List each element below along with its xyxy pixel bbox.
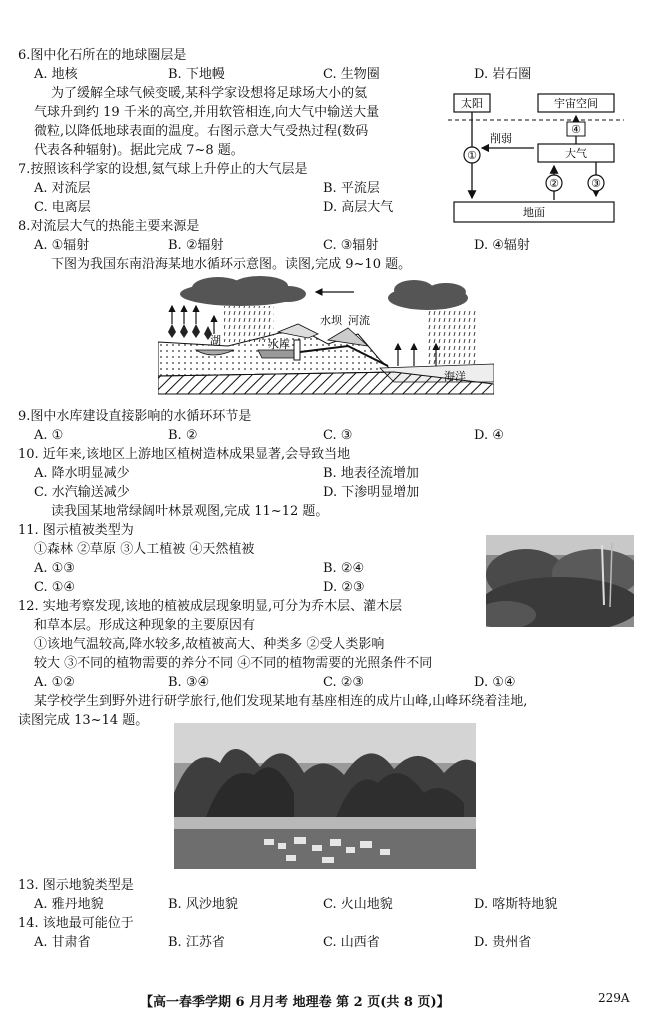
q9-option-b: B. ② — [168, 428, 198, 443]
q13-option-d: D. 喀斯特地貌 — [474, 897, 558, 912]
q12-items-line-1: ①该地气温较高,降水较多,故植被高大、种类多 ②受人类影响 — [34, 637, 385, 652]
q6-option-d: D. 岩石圈 — [474, 67, 532, 82]
q12-stem-line-1: 12. 实地考察发现,该地的植被成层现象明显,可分为乔木层、灌木层 — [18, 599, 403, 614]
forest-photo — [486, 535, 634, 627]
q13-option-b: B. 风沙地貌 — [168, 897, 238, 912]
intro-13-14-line-2: 读图完成 13~14 题。 — [18, 713, 149, 728]
q6-option-c: C. 生物圈 — [323, 67, 380, 82]
q13-option-a: A. 雅丹地貌 — [34, 897, 104, 912]
karst-landscape-photo — [174, 723, 476, 869]
q12-option-d: D. ①④ — [474, 675, 516, 690]
q13-stem: 13. 图示地貌类型是 — [18, 878, 134, 893]
q9-option-c: C. ③ — [323, 428, 353, 443]
q11-option-d: D. ②③ — [323, 580, 365, 595]
q7-option-b: B. 平流层 — [323, 181, 380, 196]
q11-stem: 11. 图示植被类型为 — [18, 523, 134, 538]
q11-option-b: B. ②④ — [323, 561, 365, 576]
lake-label: 湖 — [210, 334, 221, 347]
q8-stem: 8.对流层大气的热能主要来源是 — [18, 219, 200, 234]
q14-option-a: A. 甘肃省 — [34, 935, 91, 950]
q10-option-d: D. 下渗明显增加 — [323, 485, 420, 500]
q10-option-a: A. 降水明显减少 — [34, 466, 130, 481]
atmosphere-label: 大气 — [565, 147, 587, 160]
ground-label: 地面 — [523, 206, 545, 219]
q9-option-d: D. ④ — [474, 428, 504, 443]
q14-option-c: C. 山西省 — [323, 935, 380, 950]
label-2: ② — [549, 177, 559, 190]
q8-option-b: B. ②辐射 — [168, 238, 224, 253]
cloud-left — [180, 276, 306, 306]
intro-7-8-line-3: 微粒,以降低地球表面的温度。右图示意大气受热过程(数码 — [34, 124, 369, 139]
q7-option-c: C. 电离层 — [34, 200, 91, 215]
q13-option-c: C. 火山地貌 — [323, 897, 393, 912]
q11-option-a: A. ①③ — [34, 561, 75, 576]
q10-option-c: C. 水汽输送减少 — [34, 485, 130, 500]
q11-items: ①森林 ②草原 ③人工植被 ④天然植被 — [34, 542, 255, 557]
reservoir-label: 水库 — [268, 338, 290, 351]
q6-option-a: A. 地核 — [34, 67, 78, 82]
dam — [294, 340, 300, 360]
label-1: ① — [467, 149, 477, 162]
reservoir — [258, 350, 294, 358]
q10-option-b: B. 地表径流增加 — [323, 466, 419, 481]
q12-items-line-2: 较大 ③不同的植物需要的养分不同 ④不同的植物需要的光照条件不同 — [34, 656, 433, 671]
q8-option-a: A. ①辐射 — [34, 238, 90, 253]
trees — [168, 324, 212, 340]
q14-option-b: B. 江苏省 — [168, 935, 225, 950]
page-footer: 【高一春季学期 6 月月考 地理卷 第 2 页(共 8 页)】 — [140, 995, 450, 1010]
q6-stem: 6.图中化石所在的地球圈层是 — [18, 48, 187, 63]
intro-9-10: 下图为我国东南沿海某地水循环示意图。读图,完成 9~10 题。 — [51, 257, 412, 272]
q7-option-d: D. 高层大气 — [323, 200, 394, 215]
intro-11-12: 读我国某地常绿阔叶林景观图,完成 11~12 题。 — [51, 504, 329, 519]
q12-option-a: A. ①② — [34, 675, 75, 690]
paper-code: 229A — [598, 991, 630, 1005]
q9-option-a: A. ① — [34, 428, 64, 443]
q8-option-d: D. ④辐射 — [474, 238, 530, 253]
q7-option-a: A. 对流层 — [34, 181, 91, 196]
ocean-label: 海洋 — [444, 370, 466, 383]
rain-right — [428, 308, 476, 372]
water-cycle-diagram — [158, 276, 494, 400]
label-4: ④ — [571, 123, 581, 136]
cloud-right — [388, 280, 468, 310]
q8-option-c: C. ③辐射 — [323, 238, 379, 253]
q11-option-c: C. ①④ — [34, 580, 76, 595]
intro-7-8-line-1: 为了缓解全球气候变暖,某科学家设想将足球场大小的氦 — [51, 86, 368, 101]
sun-label: 太阳 — [461, 97, 483, 110]
intro-13-14-line-1: 某学校学生到野外进行研学旅行,他们发现某地有基座相连的成片山峰,山峰环绕着洼地, — [34, 694, 528, 709]
label-3: ③ — [591, 177, 601, 190]
q12-stem-line-2: 和草本层。形成这种现象的主要原因有 — [34, 618, 256, 633]
weaken-label: 削弱 — [490, 132, 512, 145]
atmosphere-heating-diagram — [448, 88, 624, 230]
q12-option-c: C. ②③ — [323, 675, 365, 690]
q14-stem: 14. 该地最可能位于 — [18, 916, 134, 931]
river-label: 河流 — [348, 314, 370, 327]
q10-stem: 10. 近年来,该地区上游地区植树造林成果显著,会导致当地 — [18, 447, 351, 462]
intro-7-8-line-2: 气球升到约 19 千米的高空,并用软管相连,向大气中输送大量 — [34, 105, 380, 120]
intro-7-8-line-4: 代表各种辐射)。据此完成 7~8 题。 — [34, 143, 244, 158]
q7-stem: 7.按照该科学家的设想,氦气球上升停止的大气层是 — [18, 162, 308, 177]
space-label: 宇宙空间 — [554, 97, 598, 110]
q12-option-b: B. ③④ — [168, 675, 210, 690]
q9-stem: 9.图中水库建设直接影响的水循环环节是 — [18, 409, 252, 424]
dam-label: 水坝 — [320, 314, 342, 327]
q6-option-b: B. 下地幔 — [168, 67, 225, 82]
q14-option-d: D. 贵州省 — [474, 935, 532, 950]
